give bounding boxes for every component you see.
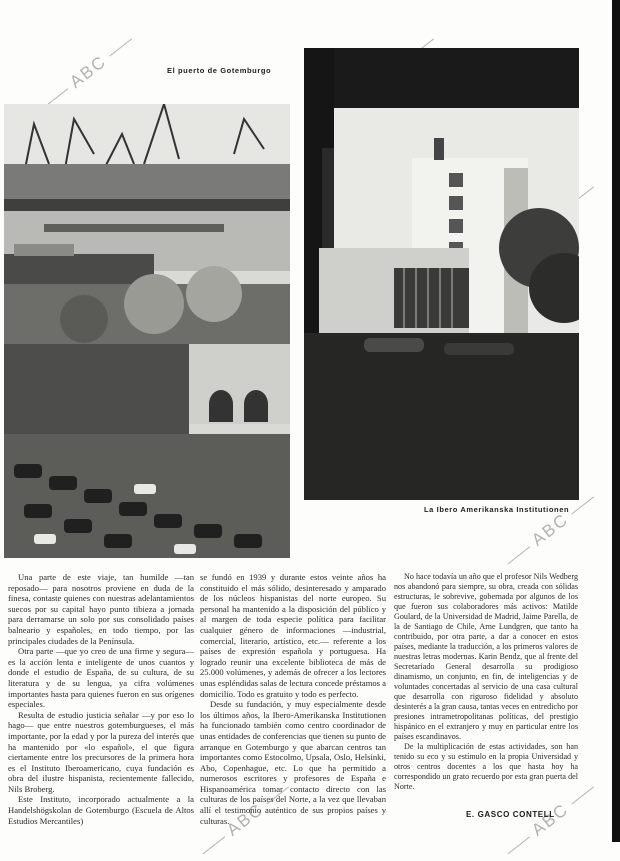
paragraph: Una parte de este viaje, tan humilde —tan reposado— para nosotros proviene en duda de la finesa, contaste quienes con nuestras adelantamientos suecos por su capital hayo punto tibieza a jornada para derramarse un solo por sus consolidado países balneario y españoles, en todo tiempo, por las principales ciudades de la Península.: [8, 572, 194, 646]
paragraph: Este Instituto, incorporado actualmente a la Handelshögskolan de Gotemburgo (Escuela de Altos Estudios Mercantiles): [8, 794, 194, 826]
watermark-abc: ABC: [528, 509, 573, 550]
paragraph: Desde su fundación, y muy especialmente desde los últimos años, la Ibero-Amerikanska Institutionen ha funcionado también como centro coordinador de unas entidades de conferencias que tienen su punto de arranque en Gotemburgo y que abarcan centros tan importantes como Estocolmo, Upsala, Oslo, Helsinki, Abo, Copenhague, etc. Lo que ha permitido a numerosos escritores y profesores de España e Hispanoamérica tomar contacto directo con las culturas de los países del Norte, a la vez que llevaban allí el testimonio auténtico de sus propios países y culturas.: [200, 699, 386, 826]
institute-caption: La Ibero Amerikanska Institutionen: [424, 505, 570, 514]
author-signature: E. GASCO CONTELL: [466, 810, 555, 819]
page-edge: [612, 0, 620, 842]
article-column-1: [8, 572, 194, 826]
watermark-abc: ABC: [66, 51, 111, 92]
paragraph: Otra parte —que yo creo de una firme y segura— es la acción lenta e inteligente de unos cuantos y donde el estudio de España, de su cultura, de su literatura y de su lengua, ya cifra volúmenes importantes hasta para quienes fueron en sus orígenes especiales.: [8, 646, 194, 710]
paragraph: se fundó en 1939 y durante estos veinte años ha constituido el más sólido, desinteresado y amparado de los núcleos hispanistas del norte europeo. Su personal ha mantenido a la disposición del público y al margen de toda especie política para facilitar cualquier género de informaciones —industrial, comercial, literario, artístico, etc.— referente a los países de expresión española y portuguesa. Ha logrado reunir una excelente biblioteca de más de 25.000 volúmenes, y además de ofrecer a los lectores unas espléndidas salas de lectura concede préstamos a domicilio. Todo es gratuito y todo es perfecto.: [200, 572, 386, 699]
watermark-abc: ABC: [528, 799, 573, 840]
watermark-abc: ABC: [223, 799, 268, 840]
paragraph: Resulta de estudio justicia señalar —y por eso lo hago— que entre nuestros gotemburgueses, el más importante, por la edad y por la pureza del interés que ha mantenido por «lo español», el que figura ciertamente entre los precursores de la primera hora es el Instituto Iberoamericano, cuya fundación es obra del ilustre hispanista, recientemente fallecido, Nils Broberg.: [8, 709, 194, 794]
harbor-photo: [4, 104, 290, 558]
paragraph: De la multiplicación de estas actividades, son han tenido su eco y su estímulo en la propia Universidad y otros centros docentes a los que hasta hoy ha correspondido un grato recuerdo por esta gran puerta del Norte.: [394, 742, 578, 791]
harbor-caption: El puerto de Gotemburgo: [167, 66, 272, 75]
paragraph: No hace todavía un año que el profesor Nils Wedberg nos abandonó para siempre, su obra, creada con sólidas estructuras, le sobrevive, gobernada por algunos de los que fueron sus colaboradores más activos: Matilde Goulard, de la Universidad de Madrid, Jaime Parella, de la de Santiago de Chile, Arne Lundgren, que tanto ha contribuido, por otra parte, a dar a conocer en estos países, mediante la traducción, a los primeros valores de nuestras letras modernas. Karin Bendz, que al frente del Secretariado General desarrolla su prodigioso dinamismo, un conjunto, en fin, de inteligencias y de voluntades concertadas al servicio de una casa cultural que desarrolla con riguroso fidelidad y absoluto desinterés a la gran causa, tantas veces en entredicho por presiones intrametropolitanas políticas, del prestigio hispánico en el extranjero y muy en particular entre los países escandinavos.: [394, 572, 578, 741]
article-column-2: [200, 572, 386, 826]
article-column-3: [394, 572, 578, 792]
institute-photo: [304, 48, 579, 500]
